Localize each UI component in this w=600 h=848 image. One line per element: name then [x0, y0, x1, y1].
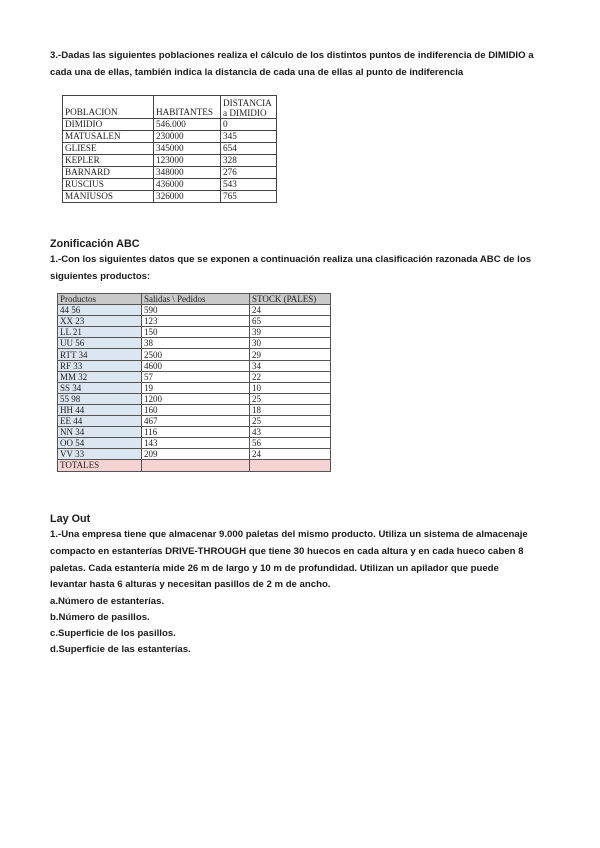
cell: BARNARD: [63, 167, 154, 179]
cell: 328: [221, 155, 277, 167]
table-row: [58, 382, 331, 393]
layout-line-2: compacto en estanterías DRIVE-THROUGH que tiene 30 huecos en cada altura y en cada hueco caben 8: [50, 546, 524, 557]
table-row: [58, 416, 331, 427]
header-distancia-line-2: a DIMIDIO: [223, 108, 267, 118]
table-row: [63, 191, 277, 203]
table-row: [58, 316, 331, 327]
cell: VV 33: [58, 449, 142, 460]
cell: 123: [142, 316, 250, 327]
cell: 24: [250, 449, 331, 460]
header-poblacion: POBLACION: [63, 96, 154, 119]
cell: 25: [250, 416, 331, 427]
cell: MM 32: [58, 371, 142, 382]
cell: 38: [142, 338, 250, 349]
table-header-row: [63, 96, 277, 119]
cell: 116: [142, 427, 250, 438]
question-abc-line-1: 1.-Con los siguientes datos que se exponen a continuación realiza una clasificación razonada ABC de los: [50, 254, 532, 265]
products-table: [57, 293, 331, 472]
cell: 10: [250, 382, 331, 393]
table-row: [63, 155, 277, 167]
totals-stock: [250, 460, 331, 471]
layout-item-d: d.Superficie de las estanterías.: [50, 644, 191, 655]
table-row: [58, 360, 331, 371]
cell: 25: [250, 393, 331, 404]
cell: 2500: [142, 349, 250, 360]
cell: 43: [250, 427, 331, 438]
table-row: [63, 179, 277, 191]
cell: 590: [142, 305, 250, 316]
header-salidas: Salidas \ Pedidos: [142, 294, 250, 305]
cell: UU 56: [58, 338, 142, 349]
cell: GLIESE: [63, 143, 154, 155]
table-row: [58, 338, 331, 349]
cell: 44 56: [58, 305, 142, 316]
cell: 56: [250, 438, 331, 449]
question-3-line-2: cada una de ellas, también indica la distancia de cada una de ellas al punto de indiferencia: [50, 67, 464, 78]
table-row: [58, 449, 331, 460]
table-row: [58, 427, 331, 438]
cell: 0: [221, 119, 277, 131]
cell: DIMIDIO: [63, 119, 154, 131]
header-habitantes: HABITANTES: [154, 96, 221, 119]
cell: 276: [221, 167, 277, 179]
cell: 436000: [154, 179, 221, 191]
cell: 230000: [154, 131, 221, 143]
table-row: [58, 349, 331, 360]
question-abc-line-2: siguientes productos:: [50, 271, 151, 282]
table-row: [63, 143, 277, 155]
table-row: [58, 327, 331, 338]
layout-line-3: paletas. Cada estantería mide 26 m de largo y 10 m de profundidad. Utilizan un apilador que puede: [50, 563, 499, 574]
table-row: [58, 305, 331, 316]
cell: 1200: [142, 393, 250, 404]
header-productos: Productos: [58, 294, 142, 305]
totals-row: [58, 460, 331, 471]
cell: 123000: [154, 155, 221, 167]
section-title-layout: Lay Out: [50, 513, 91, 525]
table-row: [63, 131, 277, 143]
table-row: [58, 404, 331, 415]
cell: NN 34: [58, 427, 142, 438]
layout-line-1: 1.-Una empresa tiene que almacenar 9.000 paletas del mismo producto. Utiliza un sistema de almacenaje: [50, 529, 528, 540]
cell: 209: [142, 449, 250, 460]
totals-salidas: [142, 460, 250, 471]
cell: 22: [250, 371, 331, 382]
cell: 24: [250, 305, 331, 316]
cell: 345000: [154, 143, 221, 155]
cell: 65: [250, 316, 331, 327]
cell: 39: [250, 327, 331, 338]
cell: 765: [221, 191, 277, 203]
table-row: [58, 438, 331, 449]
cell: 467: [142, 416, 250, 427]
cell: MATUSALEN: [63, 131, 154, 143]
cell: RF 33: [58, 360, 142, 371]
cell: 160: [142, 404, 250, 415]
cell: KEPLER: [63, 155, 154, 167]
cell: 4600: [142, 360, 250, 371]
cell: 546.000: [154, 119, 221, 131]
cell: HH 44: [58, 404, 142, 415]
cell: 543: [221, 179, 277, 191]
cell: SS 34: [58, 382, 142, 393]
question-3-line-1: 3.-Dadas las siguientes poblaciones realiza el cálculo de los distintos puntos de indiferencia de DIMIDIO a: [50, 50, 534, 61]
cell: 57: [142, 371, 250, 382]
cell: 326000: [154, 191, 221, 203]
cell: MANIUSOS: [63, 191, 154, 203]
table-header-row: [58, 294, 331, 305]
cell: XX 23: [58, 316, 142, 327]
cell: EE 44: [58, 416, 142, 427]
header-stock: STOCK (PALES): [250, 294, 331, 305]
cell: 348000: [154, 167, 221, 179]
cell: 19: [142, 382, 250, 393]
totals-label: TOTALES: [58, 460, 142, 471]
header-distancia: [221, 96, 277, 119]
layout-item-b: b.Número de pasillos.: [50, 612, 150, 623]
cell: 143: [142, 438, 250, 449]
cell: 34: [250, 360, 331, 371]
cell: 18: [250, 404, 331, 415]
layout-item-c: c.Superficie de los pasillos.: [50, 628, 176, 639]
cell: 29: [250, 349, 331, 360]
cell: LL 21: [58, 327, 142, 338]
cell: 654: [221, 143, 277, 155]
cell: OO 54: [58, 438, 142, 449]
cell: RUSCIUS: [63, 179, 154, 191]
table-row: [58, 371, 331, 382]
table-row: [58, 393, 331, 404]
table-row: [63, 119, 277, 131]
population-table: [62, 95, 277, 203]
header-distancia-line-1: DISTANCIA: [223, 98, 272, 108]
layout-line-4: levantar hasta 6 alturas y necesitan pasillos de 2 m de ancho.: [50, 579, 331, 590]
cell: RTT 34: [58, 349, 142, 360]
cell: 150: [142, 327, 250, 338]
layout-item-a: a.Número de estanterías.: [50, 596, 165, 607]
cell: 55 98: [58, 393, 142, 404]
table-row: [63, 167, 277, 179]
cell: 345: [221, 131, 277, 143]
section-title-abc: Zonificación ABC: [50, 238, 140, 250]
cell: 30: [250, 338, 331, 349]
